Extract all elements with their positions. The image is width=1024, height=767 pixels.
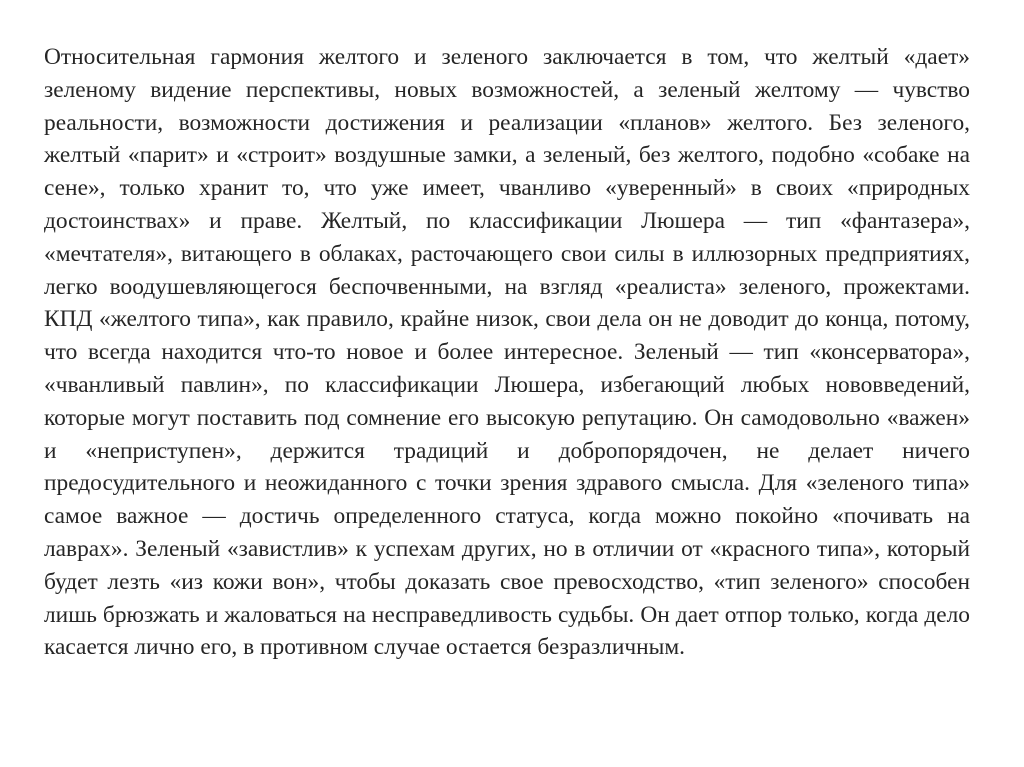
body-paragraph: Относительная гармония желтого и зеленого заключается в том, что желтый «дает» зеленому видение перспективы, новых возможностей, а зеленый желтому — чувство реальности, возможности достижения и реализации «планов» желтого. Без зеленого, желтый «парит» и «строит» воздушные замки, а зеленый, без желтого, подобно «собаке на сене», только хранит то, что уже имеет, чванливо «уверенный» в своих «природных достоинствах» и праве. Желтый, по классификации Люшера — тип «фантазера», «мечтателя», витающего в облаках, расточающего свои силы в иллюзорных предприятиях, легко воодушевляющегося беспочвенными, на взгляд «реалиста» зеленого, прожектами. КПД «желтого типа», как правило, крайне низок, свои дела он не доводит до конца, потому, что всегда находится что-то новое и более интересное. Зеленый — тип «консерватора», «чванливый павлин», по классификации Люшера, избегающий любых нововведений, которые могут поставить под сомнение его высокую репутацию. Он самодовольно «важен» и «неприступен», держится традиций и добропорядочен, не делает ничего предосудительного и неожиданного с точки зрения здравого смысла. Для «зеленого типа» самое важное — достичь определенного статуса, когда можно покойно «почивать на лаврах». Зеленый «завистлив» к успехам других, но в отличии от «красного типа», который будет лезть «из кожи вон», чтобы доказать свое превосходство, «тип зеленого» способен лишь брюзжать и жаловаться на несправедливость судьбы. Он дает отпор только, когда дело касается лично его, в противном случае остается безразличным. bbox=[44, 44, 970, 661]
